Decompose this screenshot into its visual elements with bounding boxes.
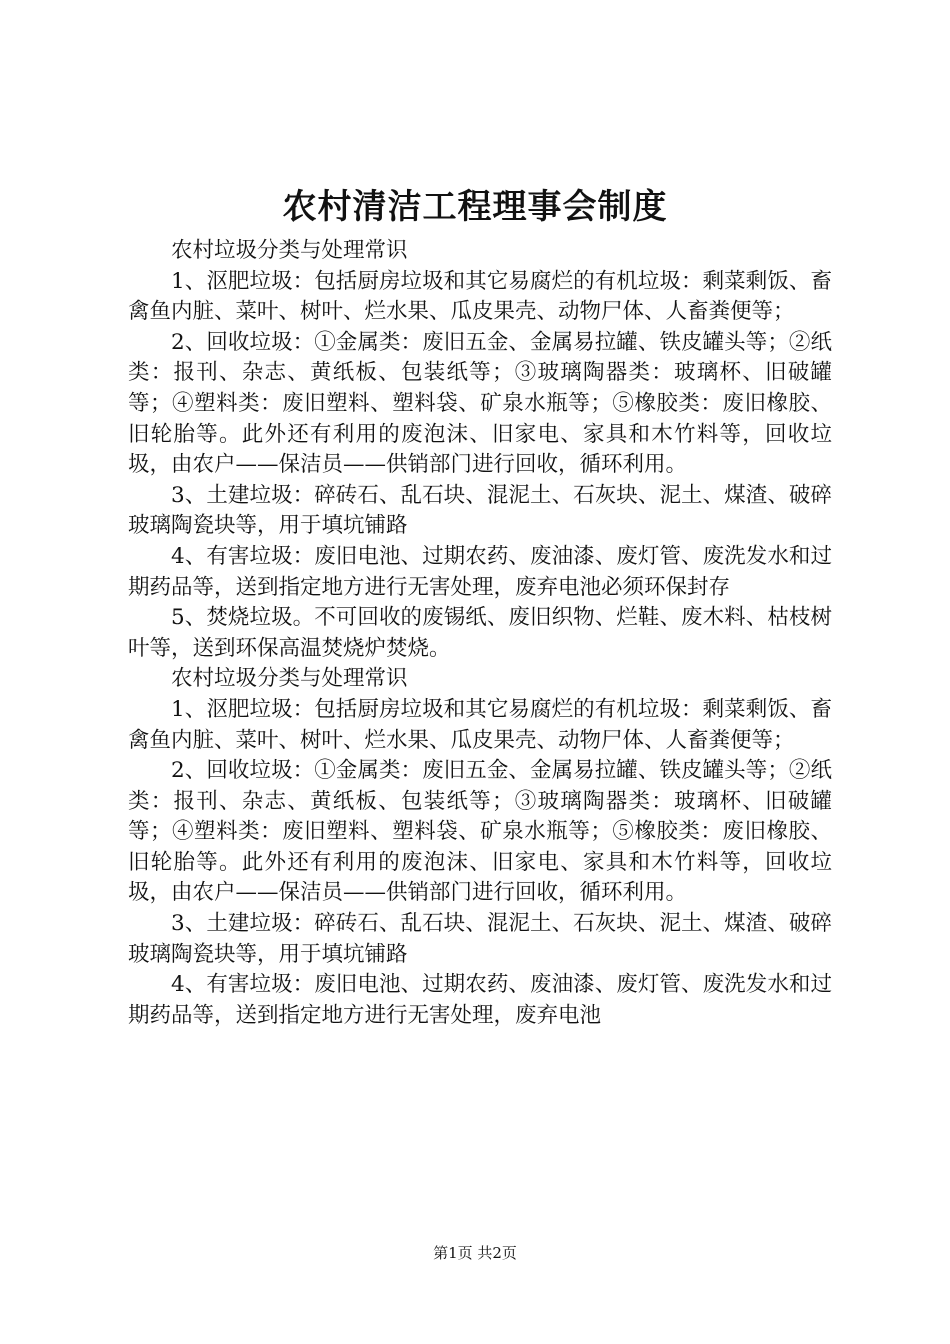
document-title: 农村清洁工程理事会制度 — [282, 187, 668, 227]
section-heading: 农村垃圾分类与处理常识 — [171, 666, 408, 692]
paragraph-construction-waste: 3、土建垃圾：碎砖石、乱石块、混泥土、石灰块、泥土、煤渣、破碎玻璃陶瓷块等，用于填坑铺路 — [128, 482, 832, 539]
page-number-footer: 第1页 共2页 — [433, 1244, 517, 1262]
paragraph-hazardous-waste: 4、有害垃圾：废旧电池、过期农药、废油漆、废灯管、废洗发水和过期药品等，送到指定地方进行无害处理，废弃电池 — [128, 972, 832, 1028]
paragraph-recyclable-waste: 2、回收垃圾：①金属类：废旧五金、金属易拉罐、铁皮罐头等；②纸类：报刊、杂志、黄纸板、包装纸等；③玻璃陶器类：玻璃杯、旧破罐等；④塑料类：废旧塑料、塑料袋、矿泉水瓶等；⑤橡胶类：废旧橡胶、旧轮胎等。此外还有利用的废泡沫、旧家电、家具和木竹料等，回收垃圾，由农户——保洁员——供销部门进行回收，循环利用。 — [128, 758, 832, 906]
paragraph-recyclable-waste: 2、回收垃圾：①金属类：废旧五金、金属易拉罐、铁皮罐头等；②纸类：报刊、杂志、黄纸板、包装纸等；③玻璃陶器类：玻璃杯、旧破罐等；④塑料类：废旧塑料、塑料袋、矿泉水瓶等；⑤橡胶类：废旧橡胶、旧轮胎等。此外还有利用的废泡沫、旧家电、家具和木竹料等，回收垃圾，由农户——保洁员——供销部门进行回收，循环利用。 — [128, 329, 832, 478]
paragraph-compost-waste: 1、沤肥垃圾：包括厨房垃圾和其它易腐烂的有机垃圾：剩菜剩饭、畜禽鱼内脏、菜叶、树叶、烂水果、瓜皮果壳、动物尸体、人畜粪便等； — [128, 268, 832, 325]
paragraph-compost-waste: 1、沤肥垃圾：包括厨房垃圾和其它易腐烂的有机垃圾：剩菜剩饭、畜禽鱼内脏、菜叶、树叶、烂水果、瓜皮果壳、动物尸体、人畜粪便等； — [128, 696, 832, 753]
paragraph-hazardous-waste: 4、有害垃圾：废旧电池、过期农药、废油漆、废灯管、废洗发水和过期药品等，送到指定地方进行无害处理，废弃电池必须环保封存 — [128, 543, 832, 600]
section-heading: 农村垃圾分类与处理常识 — [171, 238, 408, 263]
paragraph-construction-waste: 3、土建垃圾：碎砖石、乱石块、混泥土、石灰块、泥土、煤渣、破碎玻璃陶瓷块等，用于填坑铺路 — [128, 911, 832, 967]
paragraph-incineration-waste: 5、焚烧垃圾。不可回收的废锡纸、废旧织物、烂鞋、废木料、枯枝树叶等，送到环保高温焚烧炉焚烧。 — [128, 605, 832, 661]
document-body — [128, 236, 832, 1031]
